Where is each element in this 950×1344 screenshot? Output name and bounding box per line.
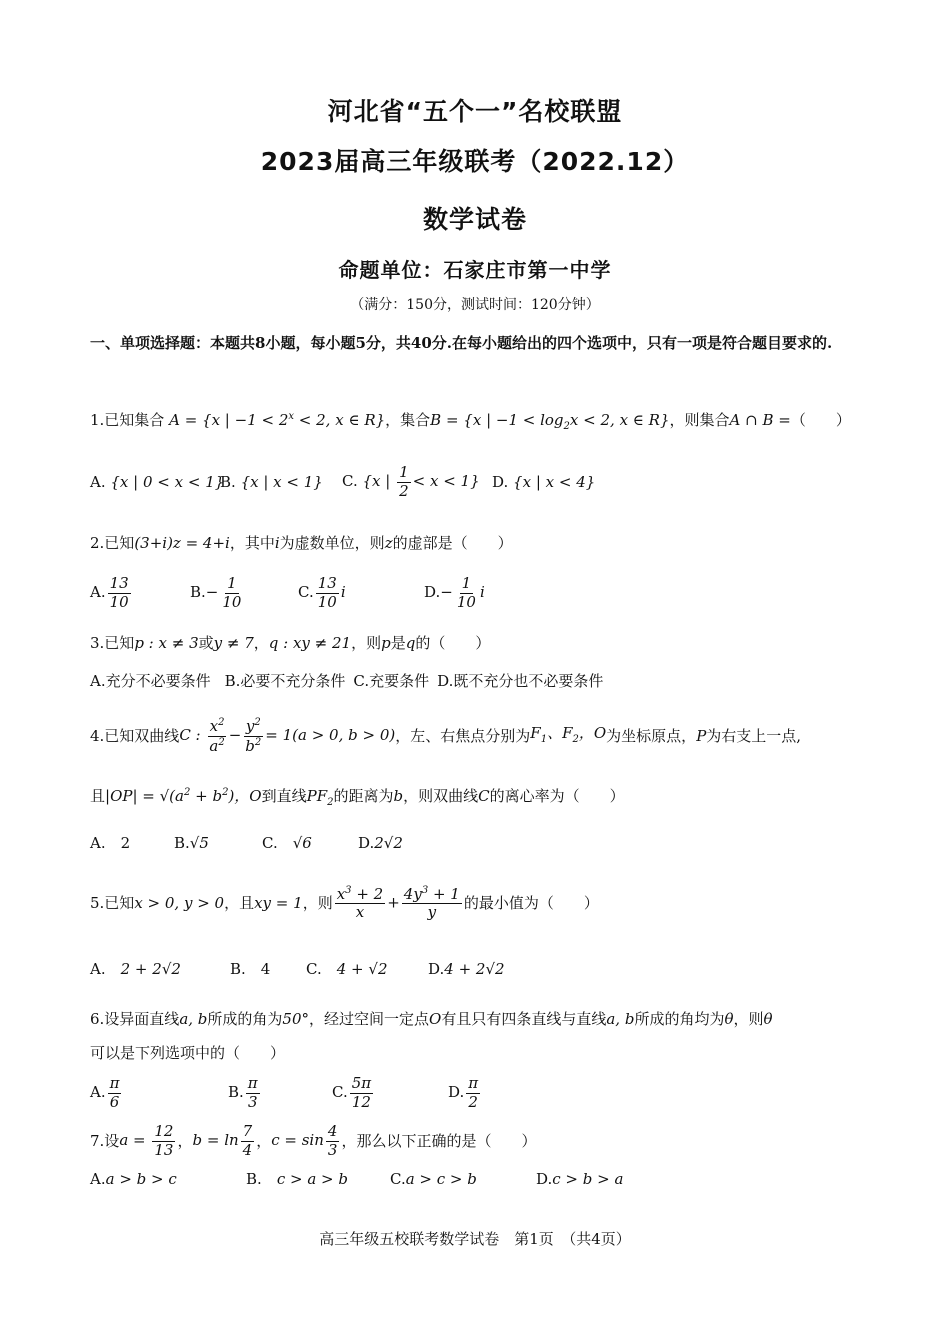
question-2-stem: 2.已知(3+i)z = 4+i，其中i为虚数单位，则z的虚部是（ ）: [90, 534, 513, 552]
math: c = sin $\frac{4}{3}$: [271, 1122, 338, 1159]
math: z: [384, 534, 393, 552]
math: a, b: [179, 1010, 208, 1028]
math: $PF_2$: [306, 787, 334, 808]
math: $\frac{\pi}{6}$: [109, 1074, 120, 1111]
question-2-options: [90, 570, 870, 616]
option-d[interactable]: D.c > b > a: [536, 1170, 624, 1188]
question-3-options: [90, 670, 870, 692]
option-b[interactable]: B.必要不充分条件: [224, 672, 346, 690]
math: $\frac{13}{10}$: [109, 574, 129, 611]
math: C : $\frac{x^2}{a^2}$ − $\frac{y^2}{b^2}$ = 1(a > 0, b > 0): [179, 717, 396, 755]
option-d[interactable]: D.− $\frac{1}{10}$ i: [424, 574, 485, 611]
math: $\frac{\pi}{3}$: [247, 1074, 258, 1111]
option-c[interactable]: C. 4 + √2: [306, 960, 388, 978]
math: 4 + √2: [336, 960, 388, 978]
math: c > b > a: [552, 1170, 624, 1188]
math: 4 + 2√2: [444, 960, 505, 978]
math: q: [405, 634, 416, 652]
math: {x | $\frac{1}{2}$ < x < 1}: [362, 463, 480, 500]
math: A = {x | $-1 < 2^x < 2$, x ∈ R}: [169, 411, 386, 429]
math: a, b: [606, 1010, 635, 1028]
math: θ: [724, 1010, 734, 1028]
option-c[interactable]: C.充要条件: [353, 672, 430, 690]
option-a[interactable]: A. $\frac{13}{10}$: [90, 574, 129, 611]
option-b[interactable]: B. {x | x < 1}: [220, 473, 323, 491]
math: 2√2: [374, 834, 403, 852]
math: p: [381, 634, 391, 652]
math: {x | x < 1}: [240, 473, 323, 491]
question-5-options: [90, 958, 870, 980]
math: − $\frac{1}{10}$ i: [440, 574, 485, 611]
option-d[interactable]: D. $\frac{\pi}{2}$: [448, 1074, 479, 1111]
math: i: [274, 534, 280, 552]
math: {x | x < 4}: [513, 473, 596, 491]
question-4-options: [90, 832, 870, 854]
page-footer: 高三年级五校联考数学试卷 第1页 （共4页）: [319, 1230, 631, 1248]
option-b[interactable]: B. 4: [230, 960, 271, 978]
option-a[interactable]: A. 2: [90, 834, 131, 852]
math: A ∩ B =: [729, 411, 791, 429]
math: − $\frac{1}{10}$: [205, 574, 242, 611]
math: 2 + 2√2: [120, 960, 181, 978]
math: xy = 1: [254, 894, 303, 912]
question-4-stem-line1: 4.已知双曲线 C : $\frac{x^2}{a^2}$ − $\frac{y^2}{b^2}$ = 1(a > 0, b > 0) ，左、右焦点分别为 $F_1$、$F_2$，O 为坐标原点， P 为右支上一点,: [90, 717, 802, 755]
option-b[interactable]: B.√5: [174, 834, 209, 852]
math: C: [478, 787, 490, 805]
math: B = {x | $-1 < \log_2x < 2$, x ∈ R}: [430, 411, 670, 432]
math: $\frac{x^3 + 2}{x}$ + $\frac{4y^3 + 1}{y}$: [336, 884, 460, 921]
math: {x | 0 < x < 1}: [110, 473, 225, 491]
exam-title-league: 河北省“五个一”名校联盟: [327, 97, 623, 126]
question-5-stem: 5.已知 x > 0, y > 0 ，且 xy = 1 ，则 $\frac{x^3 + 2}{x}$ + $\frac{4y^3 + 1}{y}$ 的最小值为（ ）: [90, 884, 599, 921]
option-a[interactable]: A.a > b > c: [90, 1170, 177, 1188]
math: (3+i)z = 4+i: [134, 534, 230, 552]
option-a[interactable]: A.充分不必要条件: [90, 672, 211, 690]
math: 50°: [282, 1010, 310, 1028]
math: $\frac{13}{10}$ i: [317, 574, 346, 611]
option-a[interactable]: A. $\frac{\pi}{6}$: [90, 1074, 120, 1111]
option-c[interactable]: C.a > c > b: [390, 1170, 477, 1188]
math: x > 0, y > 0: [134, 894, 225, 912]
question-7-options: [90, 1168, 870, 1190]
option-d[interactable]: D.4 + 2√2: [428, 960, 505, 978]
math: P: [696, 727, 707, 745]
math: y ≠ 7: [213, 634, 254, 652]
option-b[interactable]: B. $\frac{\pi}{3}$: [228, 1074, 258, 1111]
question-6-options: [90, 1070, 870, 1116]
option-c[interactable]: C. √6: [262, 834, 312, 852]
math: p : x ≠ 3: [134, 634, 199, 652]
math: q : xy ≠ 21: [268, 634, 352, 652]
option-c[interactable]: C. $\frac{5\pi}{12}$: [332, 1074, 372, 1111]
option-c[interactable]: C. {x | $\frac{1}{2}$ < x < 1}: [342, 463, 480, 500]
exam-author: 命题单位：石家庄市第一中学: [338, 258, 612, 282]
question-1-stem: 1.已知集合 A = {x | $-1 < 2^x < 2$, x ∈ R}，集合B = {x | $-1 < \log_2x < 2$, x ∈ R}，则集合A ∩ B =（ ）: [90, 411, 851, 432]
option-b[interactable]: B. c > a > b: [246, 1170, 348, 1188]
math: θ: [763, 1010, 773, 1028]
math: a > c > b: [405, 1170, 477, 1188]
option-b[interactable]: B.− $\frac{1}{10}$: [190, 575, 298, 611]
question-3-stem: 3.已知p : x ≠ 3或y ≠ 7，q : xy ≠ 21，则p是q的（ ）: [90, 634, 491, 652]
math: b: [393, 787, 404, 805]
exam-note: （满分：150分，测试时间：120分钟）: [350, 297, 600, 313]
question-6-stem-line1: 6.设异面直线a, b所成的角为50°，经过空间一定点O有且只有四条直线与直线a, b所成的角均为θ，则θ: [90, 1010, 773, 1028]
exam-title-date: 2023届高三年级联考（2022.12）: [260, 147, 690, 176]
math: $|OP| = √(a^2 + b^2)$，O: [105, 787, 262, 805]
option-c[interactable]: C. $\frac{13}{10}$ i: [298, 574, 346, 611]
question-6-stem-line2: 可以是下列选项中的（ ）: [90, 1044, 286, 1062]
math: a = $\frac{12}{13}$: [119, 1122, 174, 1159]
math: $F_1$、$F_2$，O: [530, 723, 607, 745]
math: $\frac{5\pi}{12}$: [351, 1074, 372, 1111]
math: √5: [189, 834, 209, 852]
math: c > a > b: [276, 1170, 348, 1188]
math: $\frac{\pi}{2}$: [468, 1074, 479, 1111]
option-d[interactable]: D.既不充分也不必要条件: [437, 672, 604, 690]
section1-heading: 一、单项选择题：本题共8小题，每小题5分，共40分.在每小题给出的四个选项中，只有一项是符合题目要求的.: [90, 334, 833, 352]
math: O: [429, 1010, 442, 1028]
exam-title-subject: 数学试卷: [422, 205, 527, 234]
question-1-options: [90, 462, 870, 502]
option-a[interactable]: A. {x | 0 < x < 1}: [90, 473, 225, 491]
option-d[interactable]: D.2√2: [358, 834, 403, 852]
question-4-stem-line2: 且$|OP| = √(a^2 + b^2)$，O到直线$PF_2$的距离为b，则双曲线C的离心率为（ ）: [90, 787, 625, 808]
math: b = ln $\frac{7}{4}$: [192, 1122, 253, 1159]
option-d[interactable]: D. {x | x < 4}: [492, 473, 596, 491]
question-7-stem: 7.设 a = $\frac{12}{13}$ ， b = ln $\frac{7}{4}$ ， c = sin $\frac{4}{3}$ ，那么以下正确的是（ ）: [90, 1122, 537, 1159]
math: √6: [292, 834, 312, 852]
math: a > b > c: [105, 1170, 177, 1188]
option-a[interactable]: A. 2 + 2√2: [90, 960, 181, 978]
